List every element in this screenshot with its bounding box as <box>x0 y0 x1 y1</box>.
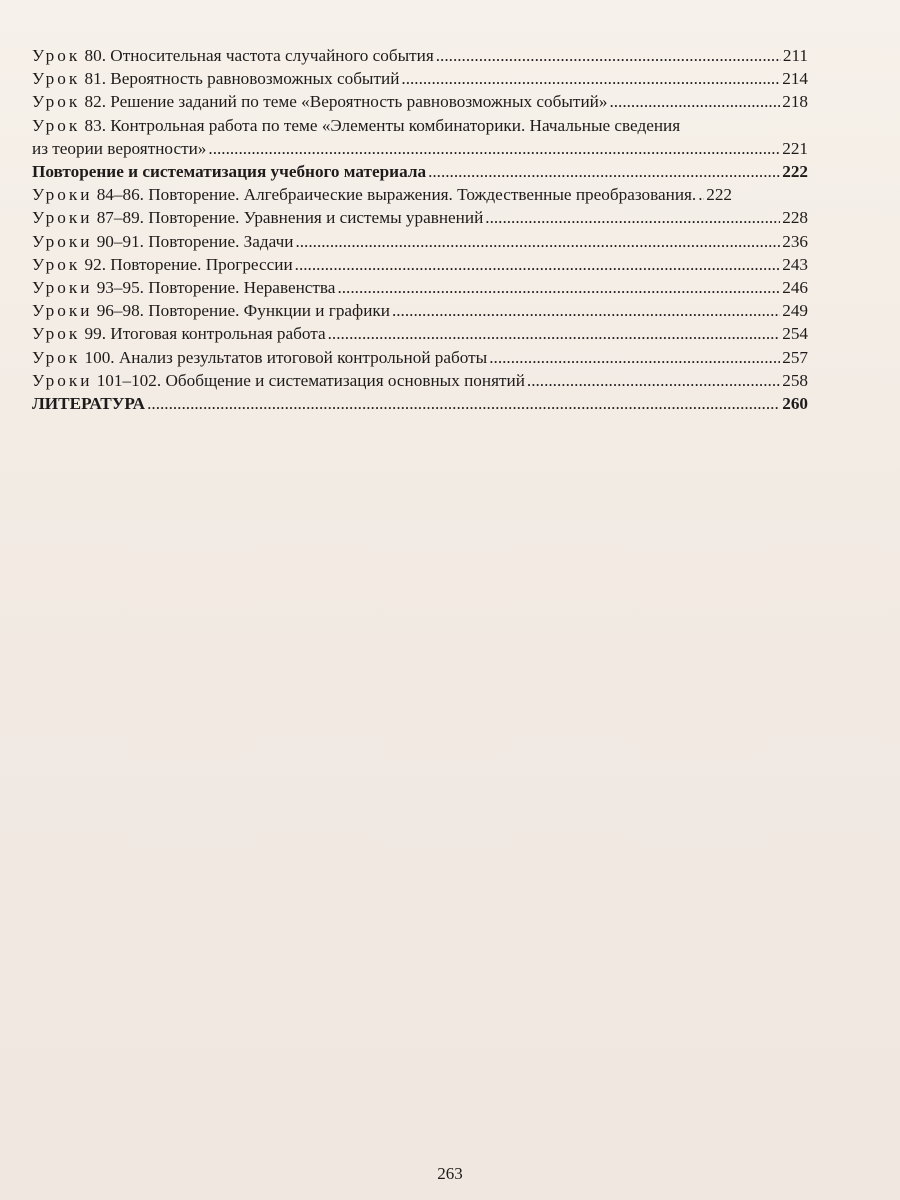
toc-section-heading <box>32 392 808 415</box>
table-of-contents <box>32 44 808 415</box>
toc-entry <box>32 137 808 160</box>
toc-entry <box>32 369 808 392</box>
toc-entry <box>32 322 808 345</box>
page-number: 263 <box>437 1164 463 1183</box>
toc-entry-title: Урок 81. Вероятность равновозможных событий <box>32 69 400 89</box>
toc-page-number: 249 <box>782 301 808 321</box>
toc-leader-dots <box>295 230 780 253</box>
toc-page-number: 246 <box>782 278 808 298</box>
toc-entry <box>32 253 808 276</box>
toc-entry <box>32 44 808 67</box>
toc-page-number: 236 <box>782 231 808 251</box>
toc-page-number: 214 <box>782 69 808 89</box>
toc-entry-title: Уроки 93–95. Повторение. Неравенства <box>32 278 336 298</box>
toc-leader-dots <box>489 346 780 369</box>
toc-leader-dots <box>337 276 780 299</box>
toc-entry-title: Уроки 84–86. Повторение. Алгебраические выражения. Тождественные преобразования. <box>32 185 697 205</box>
toc-entry-title-line1: Урок 83. Контрольная работа по теме «Элементы комбинаторики. Начальные сведения <box>32 115 681 135</box>
toc-leader-dots <box>609 90 780 113</box>
toc-leader-dots <box>485 206 780 229</box>
toc-page-number: 258 <box>782 370 808 390</box>
toc-page-number: 211 <box>782 46 808 65</box>
toc-entry <box>32 276 808 299</box>
toc-page-number: 243 <box>782 254 808 274</box>
toc-page-number: 254 <box>782 324 808 344</box>
toc-leader-dots <box>328 322 781 345</box>
toc-leader-dots <box>392 299 780 322</box>
bleed-through-texture <box>60 430 850 1110</box>
toc-entry-title: Урок 80. Относительная частота случайного события <box>32 46 434 65</box>
toc-entry-title: Урок 92. Повторение. Прогрессии <box>32 254 293 274</box>
toc-entry <box>32 230 808 253</box>
toc-leader-dots <box>295 253 781 276</box>
toc-entry <box>32 206 808 229</box>
toc-leader-dots <box>428 160 780 183</box>
toc-entry-title: Уроки 96–98. Повторение. Функции и графики <box>32 301 390 321</box>
toc-entry-title: ЛИТЕРАТУРА <box>32 394 146 414</box>
toc-leader-dots <box>401 67 780 90</box>
toc-entry <box>32 90 808 113</box>
toc-leader-dots <box>436 44 781 67</box>
toc-entry-title: Урок 99. Итоговая контрольная работа <box>32 324 326 344</box>
toc-page-number: 222 <box>706 185 733 205</box>
toc-section-heading <box>32 160 808 183</box>
toc-entry <box>32 67 808 90</box>
toc-entry-title: Уроки 101–102. Обобщение и систематизация основных понятий <box>32 370 525 390</box>
toc-page-number: 221 <box>782 138 808 158</box>
toc-entry-title: Уроки 87–89. Повторение. Уравнения и системы уравнений <box>32 208 484 228</box>
toc-entry-title: Урок 100. Анализ результатов итоговой контрольной работы <box>32 347 488 367</box>
toc-entry-title: Повторение и систематизация учебного материала <box>32 162 427 182</box>
toc-page-number: 260 <box>782 394 808 414</box>
toc-entry <box>32 299 808 322</box>
toc-leader-dots <box>527 369 780 392</box>
toc-page-number: 228 <box>782 208 808 228</box>
toc-entry-title-continuation: из теории вероятности» <box>32 138 207 158</box>
toc-entry-title: Урок 82. Решение заданий по теме «Вероятность равновозможных событий» <box>32 92 608 112</box>
toc-page-number: 257 <box>782 347 808 367</box>
toc-leader-dots <box>698 183 704 206</box>
toc-entry-title: Уроки 90–91. Повторение. Задачи <box>32 231 294 251</box>
toc-page-number: 218 <box>782 92 808 112</box>
toc-leader-dots <box>147 392 780 415</box>
toc-entry <box>32 346 808 369</box>
toc-entry <box>32 183 808 206</box>
toc-page-number: 222 <box>782 162 808 182</box>
toc-leader-dots <box>208 137 780 160</box>
